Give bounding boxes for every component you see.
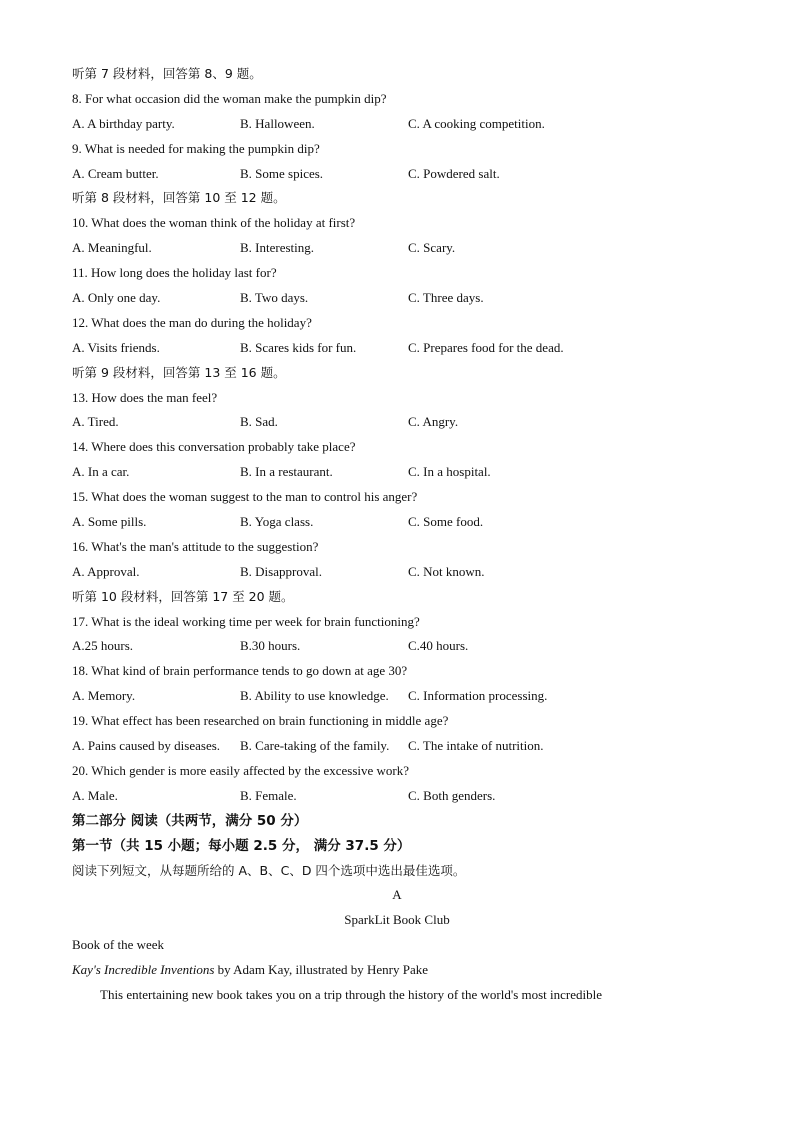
option-b: B. Two days. <box>240 290 309 306</box>
option-b: B. Care-taking of the family. <box>240 738 390 754</box>
instruction-section-8: 听第 8 段材料，回答第 10 至 12 题。 <box>72 190 286 206</box>
option-a: A. Tired. <box>72 414 119 430</box>
question-options <box>72 560 732 585</box>
option-a: A. Visits friends. <box>72 339 160 355</box>
option-a: A. Memory. <box>72 688 136 704</box>
instruction-section-7: 听第 7 段材料，回答第 8、9 题。 <box>72 66 262 81</box>
question-group-8 <box>72 211 732 360</box>
question-stem: 11. How long does the holiday last for? <box>72 265 277 281</box>
option-a: A. A birthday party. <box>72 115 175 131</box>
option-c: C. A cooking competition. <box>408 115 545 131</box>
section-one-heading: 第一节（共 15 小题；每小题 2.5 分， 满分 37.5 分） <box>72 837 411 854</box>
question-group-7 <box>72 87 732 187</box>
option-c: C. In a hospital. <box>408 464 491 480</box>
reading-instruction: 阅读下列短文，从每题所给的 A、B、C、D 四个选项中选出最佳选项。 <box>72 862 466 878</box>
option-a: A. Meaningful. <box>72 240 152 256</box>
option-c: C. Prepares food for the dead. <box>408 339 564 355</box>
option-c: C. Both genders. <box>408 787 496 803</box>
option-b: B. In a restaurant. <box>240 464 333 480</box>
question-stem: 15. What does the woman suggest to the man to control his anger? <box>72 489 418 505</box>
part-two-heading: 第二部分 阅读（共两节，满分 50 分） <box>72 812 308 829</box>
question-stem: 10. What does the woman think of the holiday at first? <box>72 215 356 231</box>
option-c: C. Not known. <box>408 563 485 579</box>
question-stem: 19. What effect has been researched on brain functioning in middle age? <box>72 713 449 729</box>
question-stem: 17. What is the ideal working time per week for brain functioning? <box>72 613 420 629</box>
option-b: B. Sad. <box>240 414 278 430</box>
passage-paragraph: This entertaining new book takes you on a trip through the history of the world's most incredible <box>100 986 603 1002</box>
option-a: A. Approval. <box>72 563 140 579</box>
passage-letter: A <box>392 887 402 903</box>
option-b: B. Scares kids for fun. <box>240 339 357 355</box>
option-a: A. Cream butter. <box>72 165 159 181</box>
option-a: A. Only one day. <box>72 290 161 306</box>
question-stem: 16. What's the man's attitude to the suggestion? <box>72 538 319 554</box>
question-options <box>72 112 732 137</box>
question-options <box>72 410 732 435</box>
option-a: A.25 hours. <box>72 638 134 654</box>
option-b: B. Halloween. <box>240 115 315 131</box>
question-options <box>72 734 732 759</box>
option-c: C. Angry. <box>408 414 459 430</box>
option-c: C.40 hours. <box>408 638 469 654</box>
option-c: C. Powdered salt. <box>408 165 500 181</box>
option-c: C. Information processing. <box>408 688 548 704</box>
option-b: B. Interesting. <box>240 240 315 256</box>
option-a: A. In a car. <box>72 464 130 480</box>
question-options <box>72 286 732 311</box>
option-b: B. Female. <box>240 787 297 803</box>
question-stem: 20. Which gender is more easily affected by the excessive work? <box>72 762 410 778</box>
option-b: B.30 hours. <box>240 638 301 654</box>
book-credit <box>72 958 732 983</box>
question-options <box>72 784 732 809</box>
question-options <box>72 162 732 187</box>
book-title: Kay's Incredible Inventions <box>72 962 215 978</box>
option-b: B. Yoga class. <box>240 514 314 530</box>
question-group-9 <box>72 386 732 585</box>
question-stem: 13. How does the man feel? <box>72 389 218 405</box>
question-options <box>72 684 732 709</box>
passage-title: SparkLit Book Club <box>344 912 450 928</box>
question-options <box>72 236 732 261</box>
question-stem: 14. Where does this conversation probably take place? <box>72 439 356 455</box>
question-options <box>72 634 732 659</box>
option-c: C. The intake of nutrition. <box>408 738 544 754</box>
option-c: C. Some food. <box>408 514 484 530</box>
option-c: C. Scary. <box>408 240 456 256</box>
option-b: B. Disapproval. <box>240 563 322 579</box>
option-a: A. Some pills. <box>72 514 147 530</box>
instruction-section-9: 听第 9 段材料，回答第 13 至 16 题。 <box>72 364 286 380</box>
question-group-10 <box>72 610 732 809</box>
question-options <box>72 510 732 535</box>
question-stem: 18. What kind of brain performance tends to go down at age 30? <box>72 663 408 679</box>
book-of-week-label: Book of the week <box>72 937 165 953</box>
question-options <box>72 460 732 485</box>
option-a: A. Pains caused by diseases. <box>72 738 221 754</box>
question-stem: 8. For what occasion did the woman make the pumpkin dip? <box>72 90 387 106</box>
exam-page <box>72 62 732 1008</box>
book-byline: by Adam Kay, illustrated by Henry Pake <box>214 962 428 978</box>
option-b: B. Some spices. <box>240 165 324 181</box>
question-options <box>72 336 732 361</box>
option-b: B. Ability to use knowledge. <box>240 688 389 704</box>
option-a: A. Male. <box>72 787 118 803</box>
option-c: C. Three days. <box>408 290 484 306</box>
instruction-section-10: 听第 10 段材料，回答第 17 至 20 题。 <box>72 588 294 604</box>
question-stem: 12. What does the man do during the holiday? <box>72 314 312 330</box>
question-stem: 9. What is needed for making the pumpkin dip? <box>72 140 320 156</box>
